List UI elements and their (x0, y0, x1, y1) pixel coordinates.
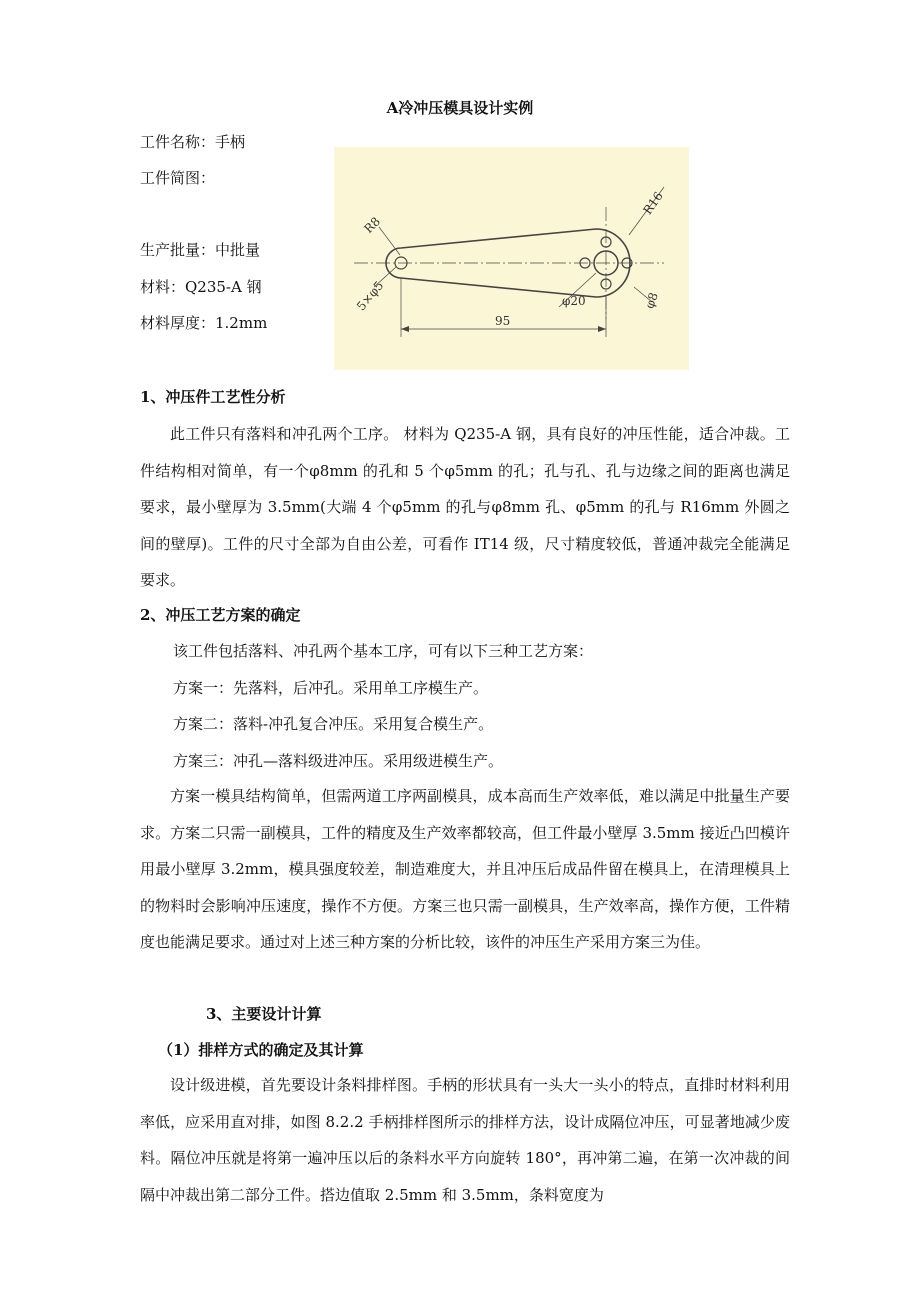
label-holes: 5×φ5 (353, 278, 387, 314)
section-2-heading: 2、冲压工艺方案的确定 (140, 606, 301, 624)
meta-part-name: 工件名称：手柄 (140, 133, 246, 151)
meta-thickness: 材料厚度：1.2mm (140, 314, 268, 332)
meta-sketch-label: 工件简图： (140, 169, 216, 187)
section-3-heading: 3、主要设计计算 (206, 1005, 322, 1023)
label-d20: φ20 (562, 294, 586, 308)
plan-3: 方案三：冲孔—落料级进冲压。采用级进模生产。 (173, 752, 504, 770)
section-2-intro: 该工件包括落料、冲孔两个基本工序，可有以下三种工艺方案： (173, 642, 594, 660)
label-r16: R16 (640, 189, 666, 218)
section-3-body (140, 1067, 790, 1217)
section-1-body (140, 416, 790, 600)
section-2-paragraph: 方案一模具结构简单，但需两道工序两副模具，成本高而生产效率低，难以满足中批量生产要求。方案二只需一副模具，工件的精度及生产效率都较高，但工件最小壁厚 3.5mm 接近凸凹模许用最小壁厚 3.2mm，模具强度较差，制造难度大，并且冲压后成品件留在模具上，在清理模具上的物料时会影响冲压速度，操作不方便。方案三也只需一副模具，生产效率高，操作方便，工件精度也能满足要求。通过对上述三种方案的分析比较，该件的冲压生产采用方案三为佳。 (140, 787, 790, 952)
meta-material: 材料：Q235-A 钢 (140, 278, 262, 296)
meta-batch: 生产批量：中批量 (140, 241, 261, 259)
part-drawing (334, 147, 689, 370)
section-3-paragraph: 设计级进模，首先要设计条料排样图。手柄的形状具有一头大一头小的特点，直排时材料利用率低，应采用直对排，如图 8.2.2 手柄排样图所示的排样方法，设计成隔位冲压，可显著地减少废料。隔位冲压就是将第一遍冲压以后的条料水平方向旋转 180°，再冲第二遍，在第一次冲裁的间隔中冲裁出第二部分工件。搭边值取 2.5mm 和 3.5mm，条料宽度为 (140, 1076, 790, 1204)
plan-2: 方案二：落料-冲孔复合冲压。采用复合模生产。 (173, 715, 494, 733)
label-r8: R8 (361, 214, 384, 236)
section-1-heading: 1、冲压件工艺性分析 (140, 388, 286, 406)
leader-r8 (379, 227, 400, 255)
section-3-subheading: （1）排样方式的确定及其计算 (158, 1041, 364, 1059)
part-drawing-svg (334, 147, 689, 370)
section-2-body (140, 778, 790, 1000)
label-d8: φ8 (642, 290, 661, 311)
label-95: 95 (495, 314, 511, 328)
plan-1: 方案一：先落料，后冲孔。采用单工序模生产。 (173, 679, 489, 697)
section-1-paragraph: 此工件只有落料和冲孔两个工序。 材料为 Q235-A 钢，具有良好的冲压性能，适合冲裁。工件结构相对简单，有一个φ8mm 的孔和 5 个φ5mm 的孔；孔与孔、孔与边缘之间的距离也满足要求，最小壁厚为 3.5mm(大端 4 个φ5mm 的孔与φ8mm 孔、φ5mm 的孔与 R16mm 外圆之间的壁厚)。工件的尺寸全部为自由公差，可看作 IT14 级，尺寸精度较低，普通冲裁完全能满足要求。 (140, 425, 790, 590)
document-title: A冷冲压模具设计实例 (386, 99, 534, 117)
